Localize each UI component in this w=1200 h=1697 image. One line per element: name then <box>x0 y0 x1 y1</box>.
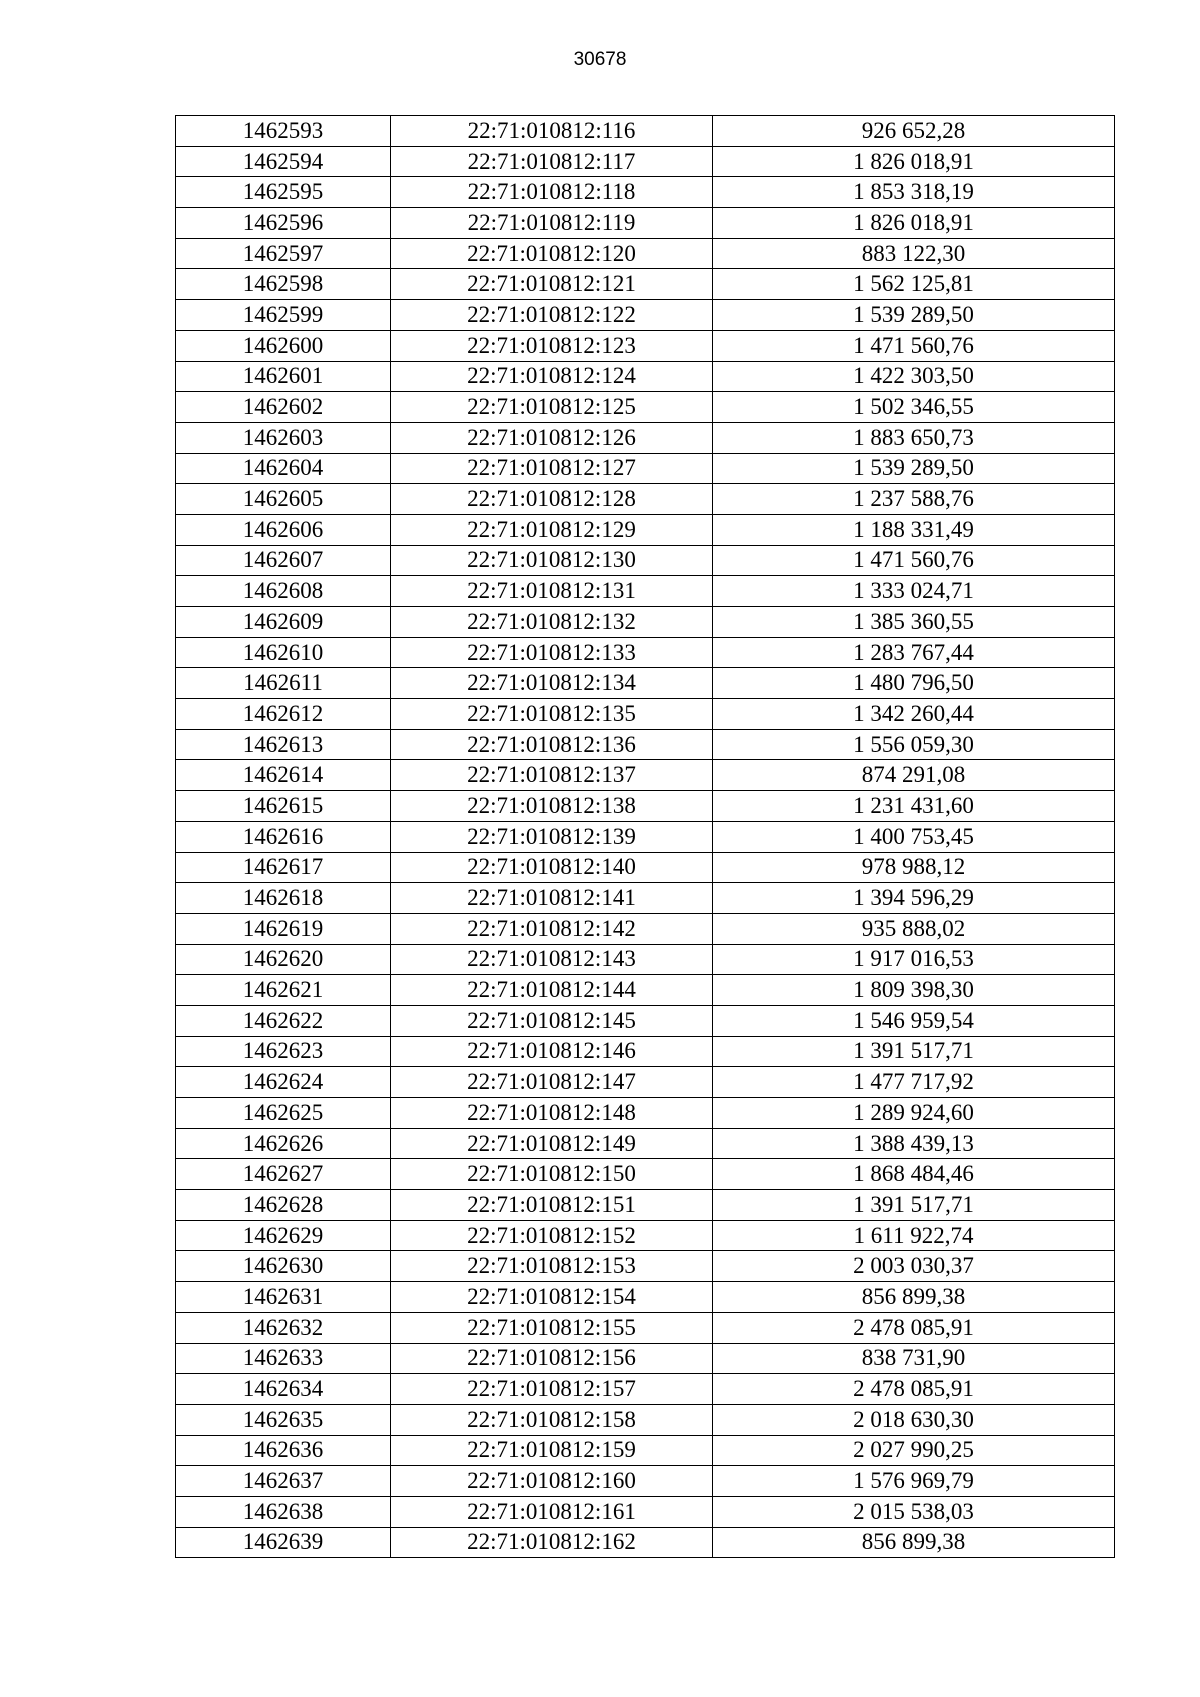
table-row <box>176 699 1115 730</box>
cadastral-number-cell: 22:71:010812:129 <box>391 514 713 545</box>
cadastral-number-cell: 22:71:010812:136 <box>391 729 713 760</box>
table-row <box>176 1128 1115 1159</box>
cadastral-value-cell: 1 391 517,71 <box>713 1036 1115 1067</box>
record-number-cell: 1462618 <box>176 883 391 914</box>
table-row <box>176 116 1115 147</box>
record-number-cell: 1462611 <box>176 668 391 699</box>
record-number-cell: 1462630 <box>176 1251 391 1282</box>
cadastral-number-cell: 22:71:010812:132 <box>391 607 713 638</box>
cadastral-value-cell: 935 888,02 <box>713 913 1115 944</box>
cadastral-number-cell: 22:71:010812:153 <box>391 1251 713 1282</box>
cadastral-value-cell: 1 868 484,46 <box>713 1159 1115 1190</box>
record-number-cell: 1462629 <box>176 1220 391 1251</box>
cadastral-value-cell: 856 899,38 <box>713 1527 1115 1558</box>
table-row <box>176 1005 1115 1036</box>
table-row <box>176 392 1115 423</box>
table-row <box>176 269 1115 300</box>
record-number-cell: 1462631 <box>176 1282 391 1313</box>
cadastral-number-cell: 22:71:010812:162 <box>391 1527 713 1558</box>
cadastral-value-cell: 978 988,12 <box>713 852 1115 883</box>
table-row <box>176 791 1115 822</box>
table-row <box>176 1527 1115 1558</box>
cadastral-number-cell: 22:71:010812:149 <box>391 1128 713 1159</box>
cadastral-value-cell: 1 400 753,45 <box>713 821 1115 852</box>
table-row <box>176 1251 1115 1282</box>
record-number-cell: 1462616 <box>176 821 391 852</box>
cadastral-value-cell: 1 917 016,53 <box>713 944 1115 975</box>
cadastral-value-cell: 1 556 059,30 <box>713 729 1115 760</box>
cadastral-value-cell: 1 539 289,50 <box>713 300 1115 331</box>
record-number-cell: 1462633 <box>176 1343 391 1374</box>
table-row <box>176 668 1115 699</box>
cadastral-value-cell: 1 611 922,74 <box>713 1220 1115 1251</box>
cadastral-number-cell: 22:71:010812:152 <box>391 1220 713 1251</box>
cadastral-number-cell: 22:71:010812:127 <box>391 453 713 484</box>
record-number-cell: 1462634 <box>176 1374 391 1405</box>
record-number-cell: 1462639 <box>176 1527 391 1558</box>
cadastral-value-table <box>175 115 1115 1558</box>
table-row <box>176 760 1115 791</box>
cadastral-number-cell: 22:71:010812:146 <box>391 1036 713 1067</box>
record-number-cell: 1462605 <box>176 484 391 515</box>
table-row <box>176 177 1115 208</box>
table-row <box>176 422 1115 453</box>
table-row <box>176 1159 1115 1190</box>
cadastral-number-cell: 22:71:010812:154 <box>391 1282 713 1313</box>
cadastral-number-cell: 22:71:010812:145 <box>391 1005 713 1036</box>
cadastral-value-cell: 1 576 969,79 <box>713 1466 1115 1497</box>
record-number-cell: 1462598 <box>176 269 391 300</box>
cadastral-number-cell: 22:71:010812:118 <box>391 177 713 208</box>
cadastral-number-cell: 22:71:010812:134 <box>391 668 713 699</box>
cadastral-value-cell: 1 231 431,60 <box>713 791 1115 822</box>
table-row <box>176 576 1115 607</box>
cadastral-number-cell: 22:71:010812:126 <box>391 422 713 453</box>
cadastral-number-cell: 22:71:010812:131 <box>391 576 713 607</box>
table-row <box>176 637 1115 668</box>
record-number-cell: 1462637 <box>176 1466 391 1497</box>
cadastral-value-cell: 1 539 289,50 <box>713 453 1115 484</box>
record-number-cell: 1462636 <box>176 1435 391 1466</box>
table-row <box>176 821 1115 852</box>
cadastral-value-cell: 1 333 024,71 <box>713 576 1115 607</box>
cadastral-value-cell: 1 471 560,76 <box>713 330 1115 361</box>
cadastral-number-cell: 22:71:010812:161 <box>391 1496 713 1527</box>
cadastral-value-cell: 1 342 260,44 <box>713 699 1115 730</box>
cadastral-value-cell: 874 291,08 <box>713 760 1115 791</box>
cadastral-value-cell: 1 388 439,13 <box>713 1128 1115 1159</box>
cadastral-number-cell: 22:71:010812:140 <box>391 852 713 883</box>
cadastral-number-cell: 22:71:010812:155 <box>391 1312 713 1343</box>
record-number-cell: 1462624 <box>176 1067 391 1098</box>
cadastral-value-cell: 1 546 959,54 <box>713 1005 1115 1036</box>
table-row <box>176 1312 1115 1343</box>
record-number-cell: 1462632 <box>176 1312 391 1343</box>
cadastral-number-cell: 22:71:010812:124 <box>391 361 713 392</box>
record-number-cell: 1462623 <box>176 1036 391 1067</box>
cadastral-value-cell: 1 422 303,50 <box>713 361 1115 392</box>
table-row <box>176 208 1115 239</box>
cadastral-value-cell: 2 027 990,25 <box>713 1435 1115 1466</box>
table-row <box>176 453 1115 484</box>
cadastral-number-cell: 22:71:010812:117 <box>391 146 713 177</box>
cadastral-value-cell: 2 478 085,91 <box>713 1374 1115 1405</box>
table-row <box>176 975 1115 1006</box>
cadastral-number-cell: 22:71:010812:141 <box>391 883 713 914</box>
record-number-cell: 1462628 <box>176 1190 391 1221</box>
cadastral-value-cell: 1 471 560,76 <box>713 545 1115 576</box>
table-row <box>176 238 1115 269</box>
cadastral-value-cell: 1 283 767,44 <box>713 637 1115 668</box>
record-number-cell: 1462617 <box>176 852 391 883</box>
table-row <box>176 1282 1115 1313</box>
cadastral-value-cell: 1 853 318,19 <box>713 177 1115 208</box>
cadastral-value-cell: 1 188 331,49 <box>713 514 1115 545</box>
table-row <box>176 1220 1115 1251</box>
record-number-cell: 1462599 <box>176 300 391 331</box>
cadastral-number-cell: 22:71:010812:116 <box>391 116 713 147</box>
record-number-cell: 1462620 <box>176 944 391 975</box>
cadastral-value-cell: 838 731,90 <box>713 1343 1115 1374</box>
cadastral-value-cell: 856 899,38 <box>713 1282 1115 1313</box>
page-number: 30678 <box>573 49 627 70</box>
cadastral-value-cell: 1 480 796,50 <box>713 668 1115 699</box>
cadastral-number-cell: 22:71:010812:138 <box>391 791 713 822</box>
cadastral-number-cell: 22:71:010812:156 <box>391 1343 713 1374</box>
cadastral-value-cell: 1 289 924,60 <box>713 1098 1115 1129</box>
record-number-cell: 1462597 <box>176 238 391 269</box>
cadastral-value-cell: 1 502 346,55 <box>713 392 1115 423</box>
cadastral-number-cell: 22:71:010812:125 <box>391 392 713 423</box>
record-number-cell: 1462612 <box>176 699 391 730</box>
table-row <box>176 1036 1115 1067</box>
table-row <box>176 852 1115 883</box>
record-number-cell: 1462593 <box>176 116 391 147</box>
table-row <box>176 330 1115 361</box>
cadastral-value-cell: 2 478 085,91 <box>713 1312 1115 1343</box>
cadastral-number-cell: 22:71:010812:137 <box>391 760 713 791</box>
record-number-cell: 1462603 <box>176 422 391 453</box>
cadastral-value-cell: 1 826 018,91 <box>713 208 1115 239</box>
table-row <box>176 514 1115 545</box>
record-number-cell: 1462627 <box>176 1159 391 1190</box>
table-row <box>176 1496 1115 1527</box>
cadastral-number-cell: 22:71:010812:159 <box>391 1435 713 1466</box>
cadastral-number-cell: 22:71:010812:128 <box>391 484 713 515</box>
table-row <box>176 883 1115 914</box>
cadastral-number-cell: 22:71:010812:150 <box>391 1159 713 1190</box>
cadastral-value-cell: 1 385 360,55 <box>713 607 1115 638</box>
cadastral-number-cell: 22:71:010812:151 <box>391 1190 713 1221</box>
cadastral-number-cell: 22:71:010812:147 <box>391 1067 713 1098</box>
table-row <box>176 361 1115 392</box>
cadastral-value-cell: 2 003 030,37 <box>713 1251 1115 1282</box>
cadastral-value-cell: 1 237 588,76 <box>713 484 1115 515</box>
table-row <box>176 1067 1115 1098</box>
cadastral-value-cell: 1 809 398,30 <box>713 975 1115 1006</box>
cadastral-value-cell: 1 394 596,29 <box>713 883 1115 914</box>
table-row <box>176 729 1115 760</box>
cadastral-number-cell: 22:71:010812:139 <box>391 821 713 852</box>
cadastral-number-cell: 22:71:010812:123 <box>391 330 713 361</box>
table-row <box>176 545 1115 576</box>
cadastral-number-cell: 22:71:010812:160 <box>391 1466 713 1497</box>
record-number-cell: 1462635 <box>176 1404 391 1435</box>
table-row <box>176 913 1115 944</box>
table-row <box>176 944 1115 975</box>
table-row <box>176 1435 1115 1466</box>
cadastral-value-cell: 1 562 125,81 <box>713 269 1115 300</box>
record-number-cell: 1462638 <box>176 1496 391 1527</box>
record-number-cell: 1462622 <box>176 1005 391 1036</box>
cadastral-number-cell: 22:71:010812:158 <box>391 1404 713 1435</box>
cadastral-number-cell: 22:71:010812:122 <box>391 300 713 331</box>
record-number-cell: 1462604 <box>176 453 391 484</box>
record-number-cell: 1462596 <box>176 208 391 239</box>
cadastral-number-cell: 22:71:010812:135 <box>391 699 713 730</box>
record-number-cell: 1462614 <box>176 760 391 791</box>
record-number-cell: 1462601 <box>176 361 391 392</box>
cadastral-value-cell: 1 391 517,71 <box>713 1190 1115 1221</box>
cadastral-number-cell: 22:71:010812:142 <box>391 913 713 944</box>
record-number-cell: 1462607 <box>176 545 391 576</box>
table-row <box>176 146 1115 177</box>
cadastral-value-cell: 883 122,30 <box>713 238 1115 269</box>
cadastral-number-cell: 22:71:010812:130 <box>391 545 713 576</box>
record-number-cell: 1462619 <box>176 913 391 944</box>
cadastral-value-cell: 926 652,28 <box>713 116 1115 147</box>
cadastral-value-cell: 2 018 630,30 <box>713 1404 1115 1435</box>
table-row <box>176 1190 1115 1221</box>
record-number-cell: 1462613 <box>176 729 391 760</box>
table-row <box>176 1098 1115 1129</box>
cadastral-value-cell: 1 883 650,73 <box>713 422 1115 453</box>
record-number-cell: 1462621 <box>176 975 391 1006</box>
record-number-cell: 1462600 <box>176 330 391 361</box>
cadastral-number-cell: 22:71:010812:144 <box>391 975 713 1006</box>
record-number-cell: 1462609 <box>176 607 391 638</box>
record-number-cell: 1462615 <box>176 791 391 822</box>
cadastral-value-cell: 1 826 018,91 <box>713 146 1115 177</box>
cadastral-number-cell: 22:71:010812:143 <box>391 944 713 975</box>
table-row <box>176 607 1115 638</box>
cadastral-value-cell: 1 477 717,92 <box>713 1067 1115 1098</box>
record-number-cell: 1462625 <box>176 1098 391 1129</box>
table-row <box>176 484 1115 515</box>
cadastral-value-cell: 2 015 538,03 <box>713 1496 1115 1527</box>
record-number-cell: 1462595 <box>176 177 391 208</box>
cadastral-number-cell: 22:71:010812:157 <box>391 1374 713 1405</box>
record-number-cell: 1462602 <box>176 392 391 423</box>
record-number-cell: 1462594 <box>176 146 391 177</box>
table-row <box>176 1343 1115 1374</box>
cadastral-number-cell: 22:71:010812:148 <box>391 1098 713 1129</box>
table-row <box>176 1466 1115 1497</box>
table-body <box>176 116 1115 1558</box>
table-row <box>176 1404 1115 1435</box>
record-number-cell: 1462606 <box>176 514 391 545</box>
table-row <box>176 1374 1115 1405</box>
cadastral-number-cell: 22:71:010812:121 <box>391 269 713 300</box>
cadastral-number-cell: 22:71:010812:119 <box>391 208 713 239</box>
cadastral-number-cell: 22:71:010812:120 <box>391 238 713 269</box>
table-row <box>176 300 1115 331</box>
record-number-cell: 1462610 <box>176 637 391 668</box>
record-number-cell: 1462608 <box>176 576 391 607</box>
record-number-cell: 1462626 <box>176 1128 391 1159</box>
cadastral-number-cell: 22:71:010812:133 <box>391 637 713 668</box>
